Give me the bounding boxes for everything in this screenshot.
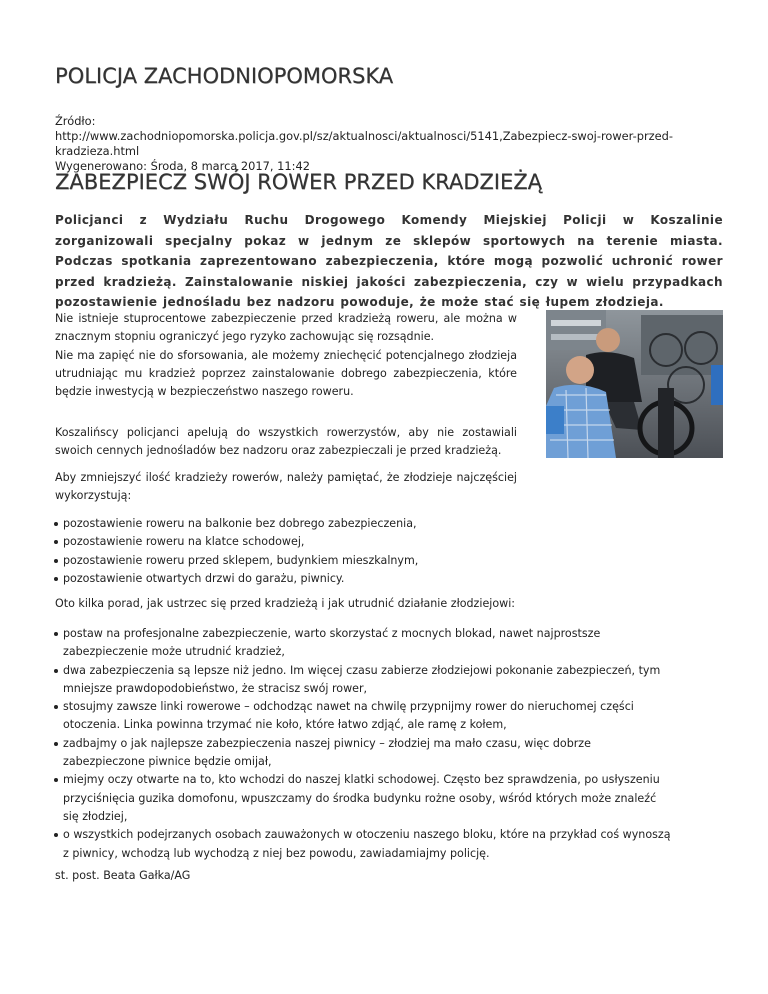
list-item: pozostawienie otwartych drzwi do garażu, piwnicy. <box>55 570 675 588</box>
article-lead: Policjanci z Wydziału Ruchu Drogowego Komendy Miejskiej Policji w Koszalinie zorganizowali specjalny pokaz w jednym ze sklepów sportowych na terenie miasta. Podczas spotkania zaprezentowano zabezpieczenia, które mogą pozwolić uchronić rower przed kradzieżą. Zainstalowanie niskiej jakości zabezpieczenia, czy w wielu przypadkach pozostawienie jednośladu bez nadzoru powoduje, że może stać się łupem złodzieja. <box>55 213 723 309</box>
paragraph-1 <box>55 310 517 401</box>
list-item: o wszystkich podejrzanych osobach zauważonych w otoczeniu naszego bloku, które na przykład coś wynoszą z piwnicy, wchodzą lub wychodzą z niej bez powodu, zawiadamiajmy policję. <box>55 826 675 863</box>
source-label: Źródło: <box>55 114 96 128</box>
list-item: stosujmy zawsze linki rowerowe – odchodząc nawet na chwilę przypnijmy rower do nieruchomej części otoczenia. Linka powinna trzymać nie koło, które łatwo zdjąć, ale ramę z kołem, <box>55 698 675 735</box>
list-item: pozostawienie roweru przed sklepem, budynkiem mieszkalnym, <box>55 552 675 570</box>
generated-date: Wygenerowano: Środa, 8 marca 2017, 11:42 <box>55 159 310 173</box>
paragraph-1b: Nie ma zapięć nie do sforsowania, ale możemy zniechęcić potencjalnego złodzieja utrudniając mu kradzież poprzez zainstalowanie dobrego zabezpieczenia, które będzie inwestycją w bezpieczeństwo naszego roweru. <box>55 348 517 399</box>
risk-list <box>55 515 675 588</box>
photo-illustration <box>546 310 723 458</box>
list-item: pozostawienie roweru na klatce schodowej, <box>55 533 675 551</box>
advice-list <box>55 625 675 863</box>
article-photo <box>546 310 723 458</box>
list-item: zadbajmy o jak najlepsze zabezpieczenia naszej piwnicy – złodziej ma mało czasu, więc dobrze zabezpieczone piwnice będzie omijał, <box>55 735 675 772</box>
signature: st. post. Beata Gałka/AG <box>55 869 191 882</box>
list-item: dwa zabezpieczenia są lepsze niż jedno. Im więcej czasu zabierze złodziejowi pokonanie zabezpieczeń, tym mniejsze prawdopodobieństwo, że stracisz swój rower, <box>55 662 675 699</box>
site-title: POLICJA ZACHODNIOPOMORSKA <box>55 64 394 88</box>
list-item: miejmy oczy otwarte na to, kto wchodzi do naszej klatki schodowej. Często bez sprawdzenia, po usłyszeniu przyciśnięcia guzika domofonu, wpuszczamy do środka budynku rożne osoby, wśród których może znaleźć się złodziej, <box>55 771 675 826</box>
list-item: postaw na profesjonalne zabezpieczenie, warto skorzystać z mocnych blokad, nawet najprostsze zabezpieczenie może utrudnić kradzież, <box>55 625 675 662</box>
paragraph-1a: Nie istnieje stuprocentowe zabezpieczenie przed kradzieżą roweru, ale można w znacznym stopniu ograniczyć jego ryzyko zachowując się rozsądnie. <box>55 312 517 344</box>
source-meta <box>55 114 723 174</box>
article-title: ZABEZPIECZ SWÓJ ROWER PRZED KRADZIEŻĄ <box>55 170 542 194</box>
paragraph-4: Oto kilka porad, jak ustrzec się przed kradzieżą i jak utrudnić działanie złodziejowi: <box>55 597 516 610</box>
source-url[interactable]: http://www.zachodniopomorska.policja.gov.pl/sz/aktualnosci/aktualnosci/5141,Zabezpiecz-swoj-rower-przed-kradzieza.html <box>55 129 673 158</box>
list-item: pozostawienie roweru na balkonie bez dobrego zabezpieczenia, <box>55 515 675 533</box>
paragraph-2: Koszalińscy policjanci apelują do wszystkich rowerzystów, aby nie zostawiali swoich cennych jednośladów bez nadzoru oraz zabezpieczali je przed kradzieżą. <box>55 426 517 458</box>
paragraph-3: Aby zmniejszyć ilość kradzieży rowerów, należy pamiętać, że złodzieje najczęściej wykorzystują: <box>55 471 517 503</box>
